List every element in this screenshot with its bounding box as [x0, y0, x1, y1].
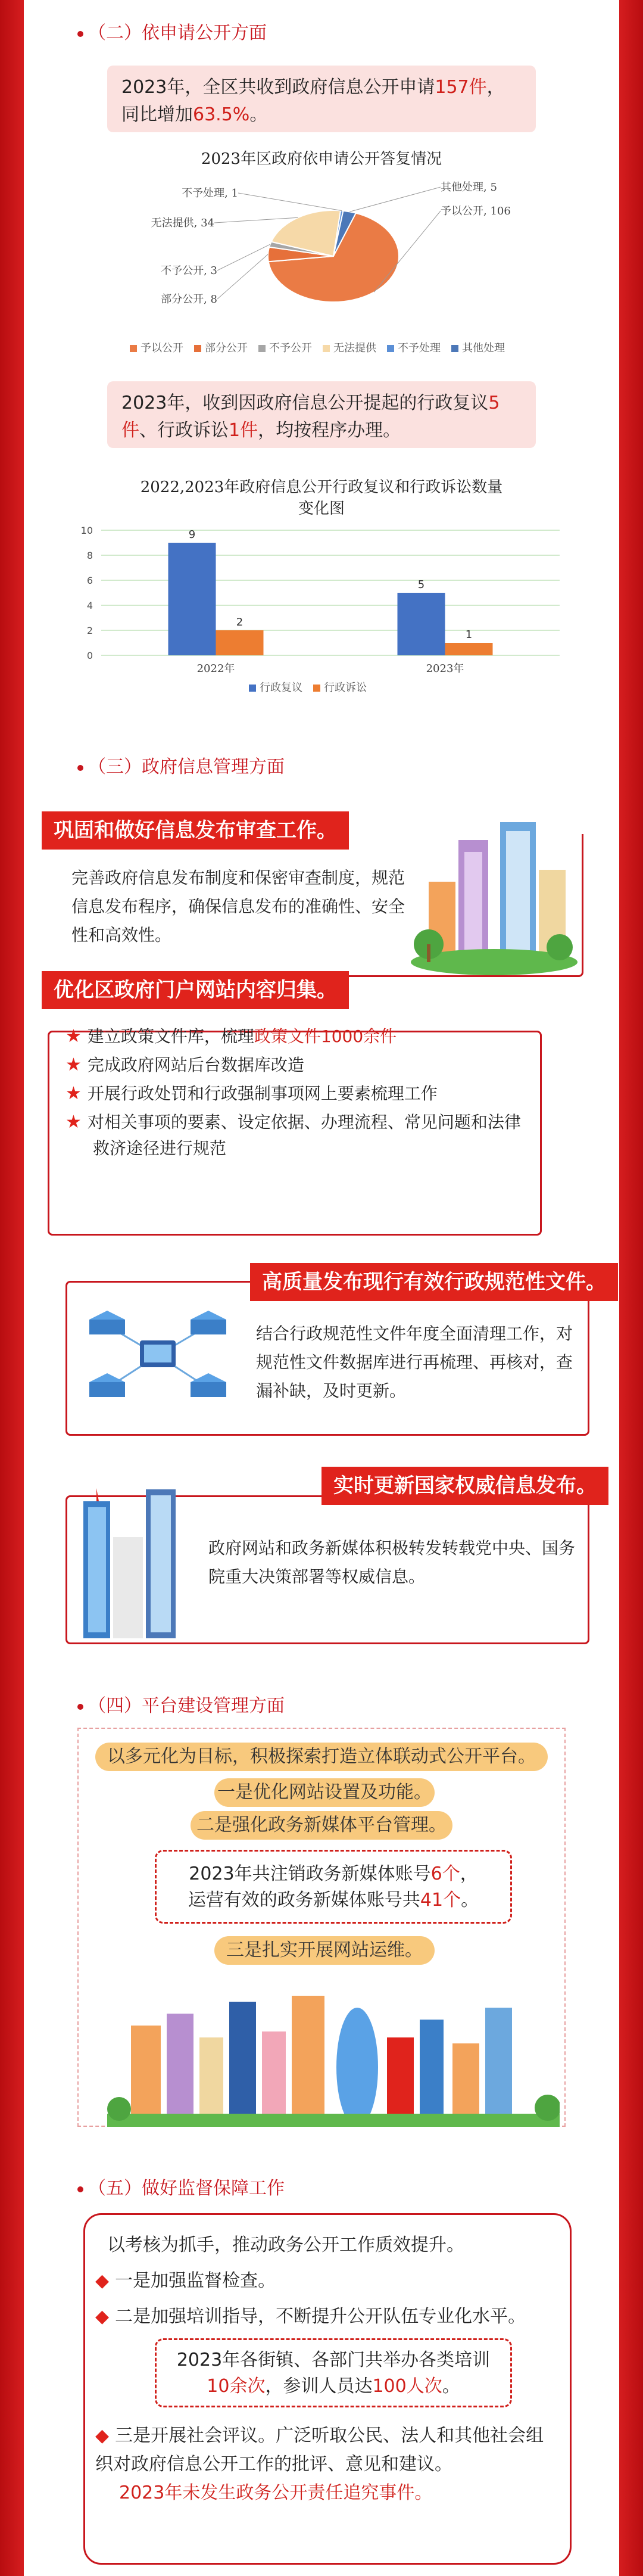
bar-value-label: 5 — [417, 578, 425, 591]
supervision-intro: 以考核为抓手，推动政务公开工作质效提升。 — [107, 2235, 464, 2255]
y-tick-label: 4 — [86, 600, 93, 611]
highlight-percent: 63.5% — [193, 104, 250, 125]
pie-chart — [83, 173, 560, 351]
bar-0-0 — [168, 543, 216, 655]
card4-text: 政府网站和政务新媒体积极转发转载党中央、国务院重大决策部署等权威信息。 — [208, 1538, 576, 1586]
no-accountability-note: 2023年未发生政务公开责任追究事件。 — [119, 2482, 433, 2503]
bar-legend — [238, 679, 367, 695]
list-item-text: 对相关事项的要素、设定依据、办理流程、常见问题和法律救济途径进行规范 — [87, 1112, 521, 1158]
list-item — [65, 1109, 530, 1162]
pie-leader-line — [214, 217, 298, 223]
newmedia-stats-box: 2023年共注销政务新媒体账号6个， 运营有效的政务新媒体账号共41个。 — [155, 1850, 512, 1924]
bar-chart — [65, 524, 578, 679]
y-tick-label: 0 — [86, 650, 93, 661]
y-tick-label: 2 — [86, 625, 93, 636]
city-skyline-illustration — [107, 1978, 560, 2127]
pie-slice-label: 予以公开, 106 — [441, 205, 511, 217]
pie-slice-label: 无法提供, 34 — [151, 217, 214, 229]
section2-title: （二）依申请公开方面 — [77, 18, 267, 44]
legend-label: 不予处理 — [398, 342, 441, 354]
application-count-box: 2023年，全区共收到政府信息公开申请157件，同比增加63.5%。 — [107, 66, 536, 132]
legend-swatch — [249, 685, 256, 692]
y-tick-label: 8 — [86, 550, 93, 561]
card1-banner: 巩固和做好信息发布审查工作。 — [42, 811, 349, 850]
card3-banner: 高质量发布现行有效行政规范性文件。 — [250, 1263, 618, 1301]
bar-1-0 — [398, 593, 445, 655]
supervision-item-1: ◆ 一是加强监督检查。 — [95, 2270, 276, 2291]
newmedia-manage-pill: 二是强化政务新媒体平台管理。 — [191, 1811, 452, 1840]
legend-label: 行政诉讼 — [324, 682, 367, 694]
title-dot-icon — [77, 1704, 83, 1710]
legend-label: 予以公开 — [141, 342, 183, 354]
bar-chart-title: 2022,2023年政府信息公开行政复议和行政诉讼数量变化图 — [140, 478, 503, 518]
x-category-label: 2022年 — [196, 662, 235, 675]
diamond-icon: ◆ — [95, 2270, 110, 2291]
title-dot-icon — [77, 2186, 83, 2192]
list-item — [65, 1023, 530, 1050]
diamond-icon: ◆ — [95, 2306, 110, 2327]
list-item-highlight: 政策文件1000余件 — [254, 1026, 397, 1046]
legend-label: 其他处理 — [462, 342, 505, 354]
pie-slice-label: 其他处理, 5 — [441, 181, 497, 194]
platform-goal-pill: 以多元化为目标，积极探索打造立体联动式公开平台。 — [95, 1743, 548, 1771]
x-category-label: 2023年 — [426, 662, 464, 675]
bar-0-1 — [216, 630, 264, 655]
bar-value-label: 1 — [465, 629, 473, 641]
pie-slice-label: 不予公开, 3 — [161, 265, 217, 277]
right-red-border — [619, 0, 643, 2576]
pie-slice-label: 部分公开, 8 — [161, 293, 217, 306]
training-stats-box: 2023年各街镇、各部门共举办各类培训 10余次，参训人员达100人次。 — [155, 2338, 512, 2407]
list-item — [65, 1081, 530, 1107]
bar-value-label: 9 — [188, 528, 196, 541]
legend-swatch — [194, 345, 201, 352]
list-item-text: 开展行政处罚和行政强制事项网上要素梳理工作 — [87, 1084, 438, 1103]
box-text: 2023年，全区共收到政府信息公开申请 — [121, 77, 435, 98]
supervision-item-3: ◆ 三是开展社会评议。广泛听取公民、法人和其他社会组织对政府信息公开工作的批评、意见和建议。 2023年未发生政务公开责任追究事件。 — [95, 2425, 544, 2503]
legend-label: 行政复议 — [260, 682, 302, 694]
section3-title: （三）政府信息管理方面 — [77, 752, 285, 778]
pie-leader-line — [217, 244, 270, 270]
card4-banner: 实时更新国家权威信息发布。 — [322, 1467, 608, 1505]
legend-swatch — [258, 345, 266, 352]
section4-title: （四）平台建设管理方面 — [77, 1691, 285, 1717]
website-optimize-pill: 一是优化网站设置及功能。 — [214, 1778, 435, 1807]
website-maintenance-pill: 三是扎实开展网站运维。 — [214, 1936, 435, 1965]
box-text: 、行政诉讼 — [139, 420, 229, 441]
box-text: ，同比增加 — [121, 77, 505, 125]
box-text: 2023年，收到因政府信息公开提起的行政复议 — [121, 393, 489, 413]
legend-label: 无法提供 — [333, 342, 376, 354]
title-dot-icon — [77, 31, 83, 37]
skyscraper-illustration — [77, 1483, 185, 1638]
supervision-item-2: ◆ 二是加强培训指导，不断提升公开队伍专业化水平。 — [95, 2306, 526, 2327]
pie-leader-line — [217, 254, 268, 299]
star-icon: ★ — [65, 1026, 82, 1047]
highlight-lawsuit: 1件 — [229, 420, 258, 441]
legend-swatch — [130, 345, 137, 352]
card2-list — [65, 1023, 530, 1164]
diamond-icon: ◆ — [95, 2425, 110, 2446]
pie-legend — [119, 340, 505, 355]
list-item-text: 完成政府网站后台数据库改造 — [87, 1055, 304, 1075]
pie-chart-title: 2023年区政府依申请公开答复情况 — [201, 150, 442, 168]
pie-leader-line — [349, 187, 441, 211]
network-server-illustration — [83, 1299, 232, 1412]
title-dot-icon — [77, 765, 83, 771]
list-item — [65, 1052, 530, 1078]
star-icon: ★ — [65, 1083, 82, 1104]
legend-label: 部分公开 — [205, 342, 248, 354]
bar-1-1 — [445, 643, 493, 655]
list-item-text: 建立政策文件库，梳理 — [87, 1026, 254, 1046]
star-icon: ★ — [65, 1054, 82, 1075]
legend-swatch — [451, 345, 458, 352]
pie-leader-line — [238, 193, 342, 211]
legend-swatch — [313, 685, 320, 692]
card1-text: 完善政府信息发布制度和保密审查制度，规范信息发布程序，确保信息发布的准确性、安全性和高效性。 — [71, 868, 405, 945]
star-icon: ★ — [65, 1112, 82, 1133]
pie-slice-label: 不予处理, 1 — [182, 187, 238, 200]
legend-label: 不予公开 — [269, 342, 312, 354]
y-tick-label: 6 — [86, 575, 93, 586]
review-count-box: 2023年，收到因政府信息公开提起的行政复议5件、行政诉讼1件，均按程序办理。 — [107, 381, 536, 448]
bar-value-label: 2 — [236, 616, 244, 629]
y-tick-label: 10 — [80, 525, 93, 536]
legend-swatch — [387, 345, 394, 352]
section5-title: （五）做好监督保障工作 — [77, 2173, 285, 2199]
card2-banner: 优化区政府门户网站内容归集。 — [42, 971, 349, 1009]
left-red-border — [0, 0, 24, 2576]
city-buildings-illustration — [411, 816, 578, 977]
legend-swatch — [323, 345, 330, 352]
highlight-review: 5件 — [121, 393, 500, 441]
card3-text: 结合行政规范性文件年度全面清理工作，对规范性文件数据库进行再梳理、再核对，查漏补缺，及时更新。 — [256, 1324, 573, 1401]
highlight-count: 157件 — [435, 77, 487, 98]
